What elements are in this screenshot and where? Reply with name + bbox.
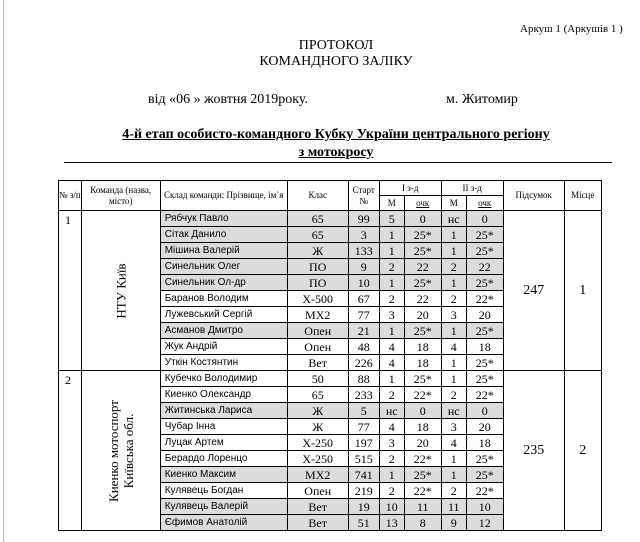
- rider-class: Опен: [287, 483, 348, 499]
- race2-points: 18: [466, 435, 503, 451]
- race2-position: 4: [441, 435, 466, 451]
- event-title-line1: 4-й етап особисто-командного Кубку України центрального регіону: [122, 127, 550, 142]
- race1-position: 1: [379, 467, 404, 483]
- start-number: 197: [348, 435, 379, 451]
- race2-position: 1: [441, 467, 466, 483]
- rider-name: Житинська Лариса: [160, 403, 287, 419]
- race1-position: 4: [379, 355, 404, 371]
- race1-position: 4: [379, 339, 404, 355]
- race2-position: 2: [441, 387, 466, 403]
- rider-class: Опен: [287, 323, 348, 339]
- rider-name: Луцак Артем: [160, 435, 287, 451]
- header-total: Підсумок: [503, 181, 564, 211]
- rider-class: Вет: [287, 355, 348, 371]
- race2-position: нс: [441, 211, 466, 227]
- race2-points: 22: [466, 259, 503, 275]
- race2-points: 10: [466, 499, 503, 515]
- header-roster: Склад команди: Прізвище, ім`я: [160, 181, 287, 211]
- header-place: Місце: [564, 181, 601, 211]
- start-number: 515: [348, 451, 379, 467]
- rider-name: Мішина Валерій: [160, 243, 287, 259]
- rider-name: Рябчук Павло: [160, 211, 287, 227]
- rider-class: 65: [287, 387, 348, 403]
- race2-points: 25*: [466, 275, 503, 291]
- race2-points: 12: [466, 515, 503, 531]
- header-class: Клас: [287, 181, 348, 211]
- start-number: 88: [348, 371, 379, 387]
- race2-position: 1: [441, 227, 466, 243]
- team-place: 1: [564, 211, 601, 371]
- start-number: 3: [348, 227, 379, 243]
- rider-class: Ж: [287, 243, 348, 259]
- race2-position: 2: [441, 483, 466, 499]
- rider-name: Кубечко Володимир: [160, 371, 287, 387]
- race1-points: 11: [404, 499, 441, 515]
- race1-points: 22*: [404, 387, 441, 403]
- race2-points: 25*: [466, 323, 503, 339]
- rider-name: Єфимов Анатолій: [160, 515, 287, 531]
- race1-position: 5: [379, 211, 404, 227]
- rider-name: Сітак Данило: [160, 227, 287, 243]
- race1-points: 25*: [404, 275, 441, 291]
- header-m2: М: [441, 196, 466, 211]
- race2-position: 1: [441, 371, 466, 387]
- rider-name: Асманов Дмитро: [160, 323, 287, 339]
- race1-points: 20: [404, 435, 441, 451]
- race1-points: 0: [404, 403, 441, 419]
- rider-name: Киенко Олександр: [160, 387, 287, 403]
- race2-points: 20: [466, 419, 503, 435]
- rider-class: Ж: [287, 419, 348, 435]
- race2-points: 25*: [466, 227, 503, 243]
- race1-points: 25*: [404, 467, 441, 483]
- start-number: 5: [348, 403, 379, 419]
- race1-position: 1: [379, 323, 404, 339]
- race1-position: 3: [379, 435, 404, 451]
- event-title-line2: з мотокросу: [298, 145, 374, 160]
- date-line: від «06 » жовтня 2019року.: [148, 92, 308, 107]
- team-name-line1: Киенко мотоспорт: [105, 399, 121, 502]
- event-title: [0, 127, 640, 143]
- header-team: Команда (назва, місто): [81, 181, 160, 211]
- team-total: 235: [503, 371, 564, 531]
- race2-points: 18: [466, 339, 503, 355]
- race1-points: 25*: [404, 371, 441, 387]
- header-num: № з/п: [59, 181, 82, 211]
- start-number: 51: [348, 515, 379, 531]
- race1-position: 3: [379, 307, 404, 323]
- race1-position: 13: [379, 515, 404, 531]
- team-name: [106, 400, 136, 502]
- divider: [64, 162, 612, 163]
- rider-name: Синельник Олег: [160, 259, 287, 275]
- race2-points: 25*: [466, 355, 503, 371]
- race2-position: 1: [441, 243, 466, 259]
- team-name-cell: [81, 371, 160, 531]
- header-points2: очк: [466, 196, 503, 211]
- race2-points: 25*: [466, 243, 503, 259]
- team-number: 1: [59, 211, 82, 371]
- rider-name: Кулявець Богдан: [160, 483, 287, 499]
- rider-class: 65: [287, 211, 348, 227]
- rider-class: Вет: [287, 515, 348, 531]
- start-number: 233: [348, 387, 379, 403]
- race2-position: 11: [441, 499, 466, 515]
- race2-points: 22*: [466, 483, 503, 499]
- results-table: [58, 180, 602, 531]
- rider-class: Х-500: [287, 291, 348, 307]
- race2-position: 4: [441, 339, 466, 355]
- race1-points: 20: [404, 307, 441, 323]
- race1-position: 1: [379, 371, 404, 387]
- race2-points: 20: [466, 307, 503, 323]
- rider-name: Синельник Ол-др: [160, 275, 287, 291]
- race2-points: 0: [466, 211, 503, 227]
- start-number: 226: [348, 355, 379, 371]
- race2-points: 25*: [466, 451, 503, 467]
- race1-points: 22*: [404, 451, 441, 467]
- race1-position: 2: [379, 483, 404, 499]
- race1-position: 4: [379, 419, 404, 435]
- race1-points: 22: [404, 259, 441, 275]
- header-m1: М: [379, 196, 404, 211]
- race1-position: 10: [379, 499, 404, 515]
- race1-position: 2: [379, 259, 404, 275]
- rider-name: Кулявець Валерій: [160, 499, 287, 515]
- rider-class: Х-250: [287, 435, 348, 451]
- start-number: 77: [348, 307, 379, 323]
- race1-points: 18: [404, 339, 441, 355]
- team-place: 2: [564, 371, 601, 531]
- results-body: [59, 211, 602, 531]
- team-total: 247: [503, 211, 564, 371]
- start-number: 48: [348, 339, 379, 355]
- header-race2: ІІ з-д: [441, 181, 503, 196]
- rider-name: Уткін Костянтин: [160, 355, 287, 371]
- race1-points: 25*: [404, 243, 441, 259]
- start-number: 133: [348, 243, 379, 259]
- race1-position: 2: [379, 451, 404, 467]
- race2-position: 3: [441, 419, 466, 435]
- start-number: 219: [348, 483, 379, 499]
- race1-position: 1: [379, 227, 404, 243]
- rider-name: Чубар Інна: [160, 419, 287, 435]
- race1-position: 2: [379, 291, 404, 307]
- rider-class: 65: [287, 227, 348, 243]
- start-number: 21: [348, 323, 379, 339]
- rider-class: 50: [287, 371, 348, 387]
- rider-name: Жук Андрій: [160, 339, 287, 355]
- team-name: [113, 263, 128, 318]
- protocol-title: ПРОТОКОЛ: [298, 38, 374, 53]
- race1-position: 1: [379, 243, 404, 259]
- start-number: 77: [348, 419, 379, 435]
- race2-position: 1: [441, 355, 466, 371]
- race2-points: 25*: [466, 371, 503, 387]
- start-number: 10: [348, 275, 379, 291]
- rider-name: Лужевський Сергій: [160, 307, 287, 323]
- page-edge: [3, 0, 4, 542]
- team-name-line1: НТУ Київ: [113, 262, 129, 319]
- race1-points: 22: [404, 291, 441, 307]
- race2-position: нс: [441, 403, 466, 419]
- race1-points: 18: [404, 419, 441, 435]
- race2-position: 1: [441, 323, 466, 339]
- race2-points: 0: [466, 403, 503, 419]
- race2-points: 25*: [466, 467, 503, 483]
- city: м. Житомир: [446, 92, 518, 107]
- rider-class: Ж: [287, 403, 348, 419]
- race2-position: 3: [441, 307, 466, 323]
- rider-class: ПО: [287, 275, 348, 291]
- team-name-cell: [81, 211, 160, 371]
- race2-position: 1: [441, 275, 466, 291]
- sheet-info: Аркуш 1 (Аркушів 1 ): [520, 23, 623, 35]
- race2-position: 1: [441, 451, 466, 467]
- race1-points: 0: [404, 211, 441, 227]
- header-points1: очк: [404, 196, 441, 211]
- start-number: 19: [348, 499, 379, 515]
- header-start: Старт №: [348, 181, 379, 211]
- protocol-subtitle: КОМАНДНОГО ЗАЛІКУ: [259, 54, 413, 69]
- race2-position: 9: [441, 515, 466, 531]
- rider-class: Х-250: [287, 451, 348, 467]
- rider-name: Баранов Володим: [160, 291, 287, 307]
- start-number: 67: [348, 291, 379, 307]
- rider-class: МХ2: [287, 307, 348, 323]
- race1-points: 18: [404, 355, 441, 371]
- start-number: 9: [348, 259, 379, 275]
- rider-class: МХ2: [287, 467, 348, 483]
- race2-position: 2: [441, 259, 466, 275]
- start-number: 99: [348, 211, 379, 227]
- race1-points: 25*: [404, 323, 441, 339]
- race1-points: 25*: [404, 227, 441, 243]
- race1-position: 2: [379, 387, 404, 403]
- race2-points: 22*: [466, 387, 503, 403]
- start-number: 741: [348, 467, 379, 483]
- rider-name: Киенко Максим: [160, 467, 287, 483]
- team-number: 2: [59, 371, 82, 531]
- race1-position: нс: [379, 403, 404, 419]
- race2-position: 2: [441, 291, 466, 307]
- table-row: [59, 211, 602, 227]
- race2-points: 22*: [466, 291, 503, 307]
- event-title-2: [0, 145, 640, 161]
- team-name-line2: Київська обл.: [120, 413, 136, 488]
- rider-class: ПО: [287, 259, 348, 275]
- rider-class: Вет: [287, 499, 348, 515]
- header-race1: І з-д: [379, 181, 441, 196]
- race1-position: 1: [379, 275, 404, 291]
- rider-class: Опен: [287, 339, 348, 355]
- race1-points: 22*: [404, 483, 441, 499]
- rider-name: Берардо Лоренцо: [160, 451, 287, 467]
- race1-points: 8: [404, 515, 441, 531]
- table-row: [59, 371, 602, 387]
